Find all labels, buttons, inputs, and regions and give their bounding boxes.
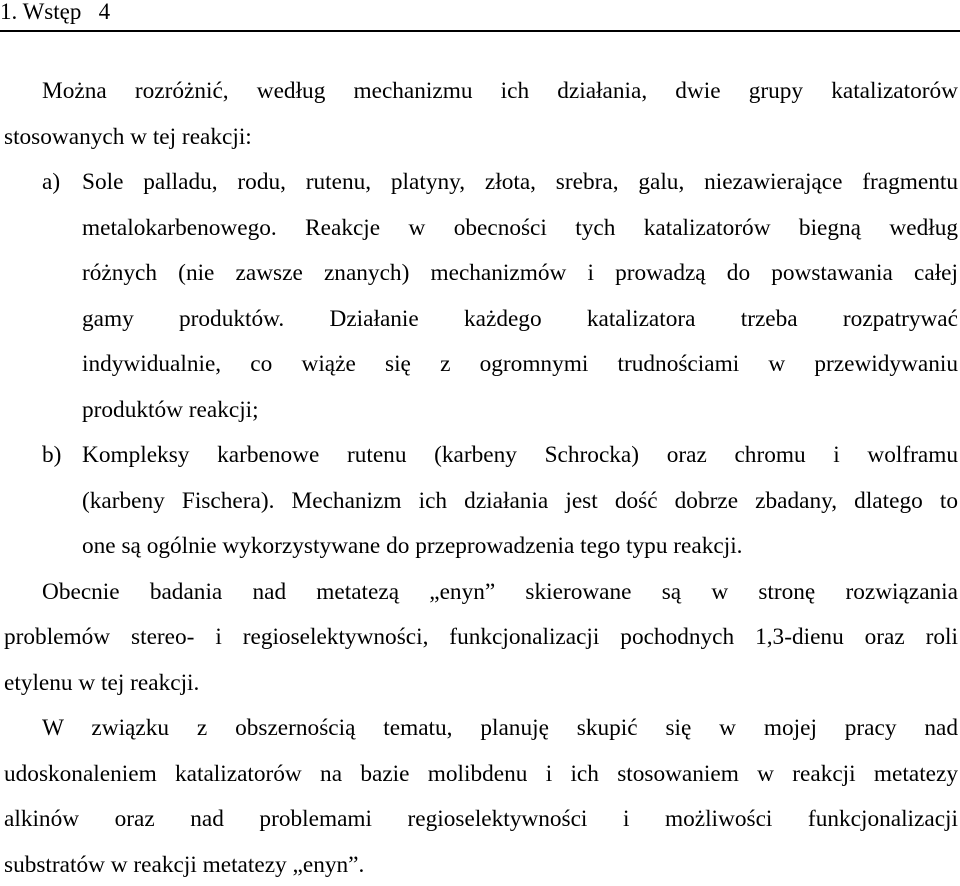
list-item-line: Kompleksy karbenowe rutenu (karbeny Schrocka) oraz chromu i wolframu [82,442,958,468]
paragraph-line: problemów stereo- i regioselektywności, funkcjonalizacji pochodnych 1,3-dienu oraz roli [4,624,958,650]
list-item-line: (karbeny Fischera). Mechanizm ich działania jest dość dobrze zbadany, dlatego to [82,488,958,514]
paragraph-line: alkinów oraz nad problemami regioselektywności i możliwości funkcjonalizacji [4,806,958,832]
list-item-line: różnych (nie zawsze znanych) mechanizmów i prowadzą do powstawania całej [82,260,958,286]
running-header [0,0,110,24]
paragraph-line: substratów w reakcji metatezy „enyn”. [4,852,365,878]
paragraph-line: udoskonaleniem katalizatorów na bazie molibdenu i ich stosowaniem w reakcji metatezy [4,761,958,787]
header-rule [0,30,960,32]
list-item-line: metalokarbenowego. Reakcje w obecności tych katalizatorów biegną według [82,215,958,241]
paragraph-line: Można rozróżnić, według mechanizmu ich działania, dwie grupy katalizatorów [42,78,958,104]
list-marker-a: a) [42,169,61,195]
paragraph-line: Obecnie badania nad metatezą „enyn” skierowane są w stronę rozwiązania [42,579,958,605]
page-number: 4 [98,0,111,24]
section-title: 1. Wstęp [0,0,82,24]
list-item-line: indywidualnie, co wiąże się z ogromnymi trudnościami w przewidywaniu [82,351,958,377]
list-item-line: Sole palladu, rodu, rutenu, platyny, złota, srebra, galu, niezawierające fragmentu [82,169,958,195]
list-item-line: gamy produktów. Działanie każdego katalizatora trzeba rozpatrywać [82,306,958,332]
paragraph-line: etylenu w tej reakcji. [4,670,200,696]
list-item-line: one są ogólnie wykorzystywane do przeprowadzenia tego typu reakcji. [82,533,743,559]
paragraph-line: W związku z obszernością tematu, planuję skupić się w mojej pracy nad [42,715,958,741]
paragraph-line: stosowanych w tej reakcji: [4,124,252,150]
list-marker-b: b) [42,442,62,468]
list-item-line: produktów reakcji; [82,397,259,423]
